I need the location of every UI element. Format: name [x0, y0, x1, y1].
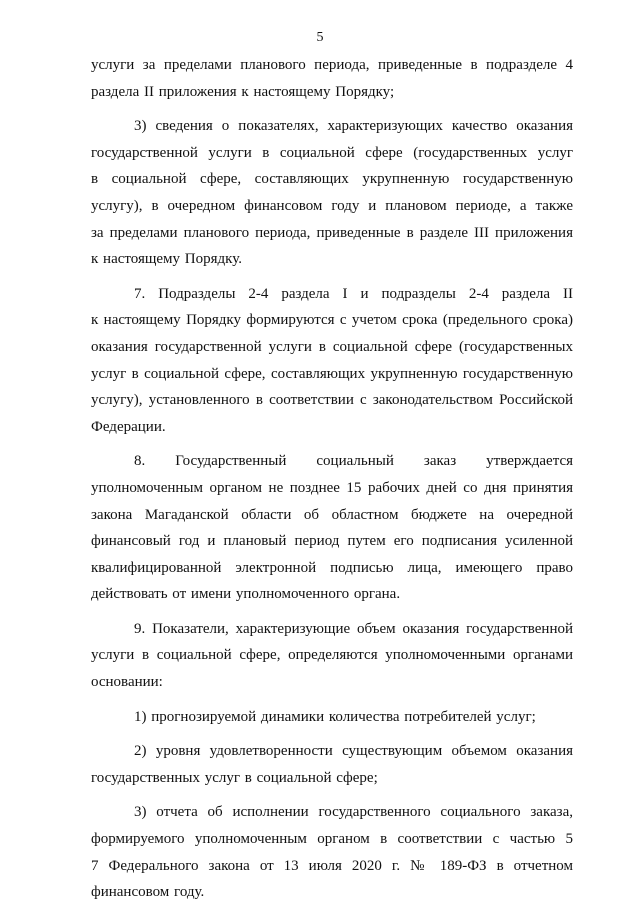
text-line: к настоящему Порядку формируются с учетом срока (предельного срока) — [91, 312, 573, 329]
text-line: услугу), установленного в соответствии с законодательством Российской — [91, 392, 573, 409]
page-number: 5 — [316, 30, 324, 45]
text-line: государственных услуг в социальной сфере; — [91, 769, 378, 786]
text-line: формируемого уполномоченным органом в соответствии с частью 5 — [91, 831, 573, 848]
text-line: услугу), в очередном финансовом году и плановом периоде, а также — [91, 197, 573, 214]
text-line: Федерации. — [91, 418, 166, 435]
text-line: 7 Федерального закона от 13 июля 2020 г. № 189-ФЗ в отчетном — [91, 857, 573, 874]
text-line: 3) отчета об исполнении государственного социального заказа, — [134, 804, 573, 821]
text-line: услуги в социальной сфере, определяются уполномоченными органами — [91, 647, 573, 664]
text-line: квалифицированной электронной подписью лица, имеющего право — [91, 559, 573, 576]
text-line: действовать от имени уполномоченного органа. — [91, 586, 401, 603]
text-line: 3) сведения о показателях, характеризующих качество оказания — [134, 118, 573, 135]
text-line: 7. Подразделы 2-4 раздела I и подразделы 2-4 раздела II — [134, 285, 573, 302]
text-line: оказания государственной услуги в социальной сфере (государственных — [91, 338, 573, 355]
text-line: 8. Государственный социальный заказ утверждается — [134, 453, 573, 470]
text-line: уполномоченным органом не позднее 15 рабочих дней со дня принятия — [91, 479, 573, 496]
text-line: государственной услуги в социальной сфере (государственных услуг — [91, 144, 573, 161]
text-line: услуги за пределами планового периода, приведенные в подразделе 4 — [91, 57, 573, 73]
text-line: за пределами планового периода, приведенные в разделе III приложения — [91, 224, 573, 241]
text-line: закона Магаданской области об областном бюджете на очередной — [91, 506, 573, 523]
text-line: основании: — [91, 674, 163, 691]
document-body — [91, 52, 573, 906]
text-line: 9. Показатели, характеризующие объем оказания государственной — [134, 620, 573, 637]
text-line: к настоящему Порядку. — [91, 251, 242, 268]
text-line: 2) уровня удовлетворенности существующим объемом оказания — [134, 743, 573, 760]
text-line: услуг в социальной сфере, составляющих укрупненную государственную — [91, 365, 573, 382]
text-line: 1) прогнозируемой динамики количества потребителей услуг; — [134, 708, 536, 725]
text-line: финансовый год и плановый период путем его подписания усиленной — [91, 533, 573, 550]
text-line: финансовом году. — [91, 884, 205, 901]
text-line: в социальной сфере, составляющих укрупненную государственную — [91, 171, 573, 188]
text-line: раздела II приложения к настоящему Порядку; — [91, 83, 395, 100]
